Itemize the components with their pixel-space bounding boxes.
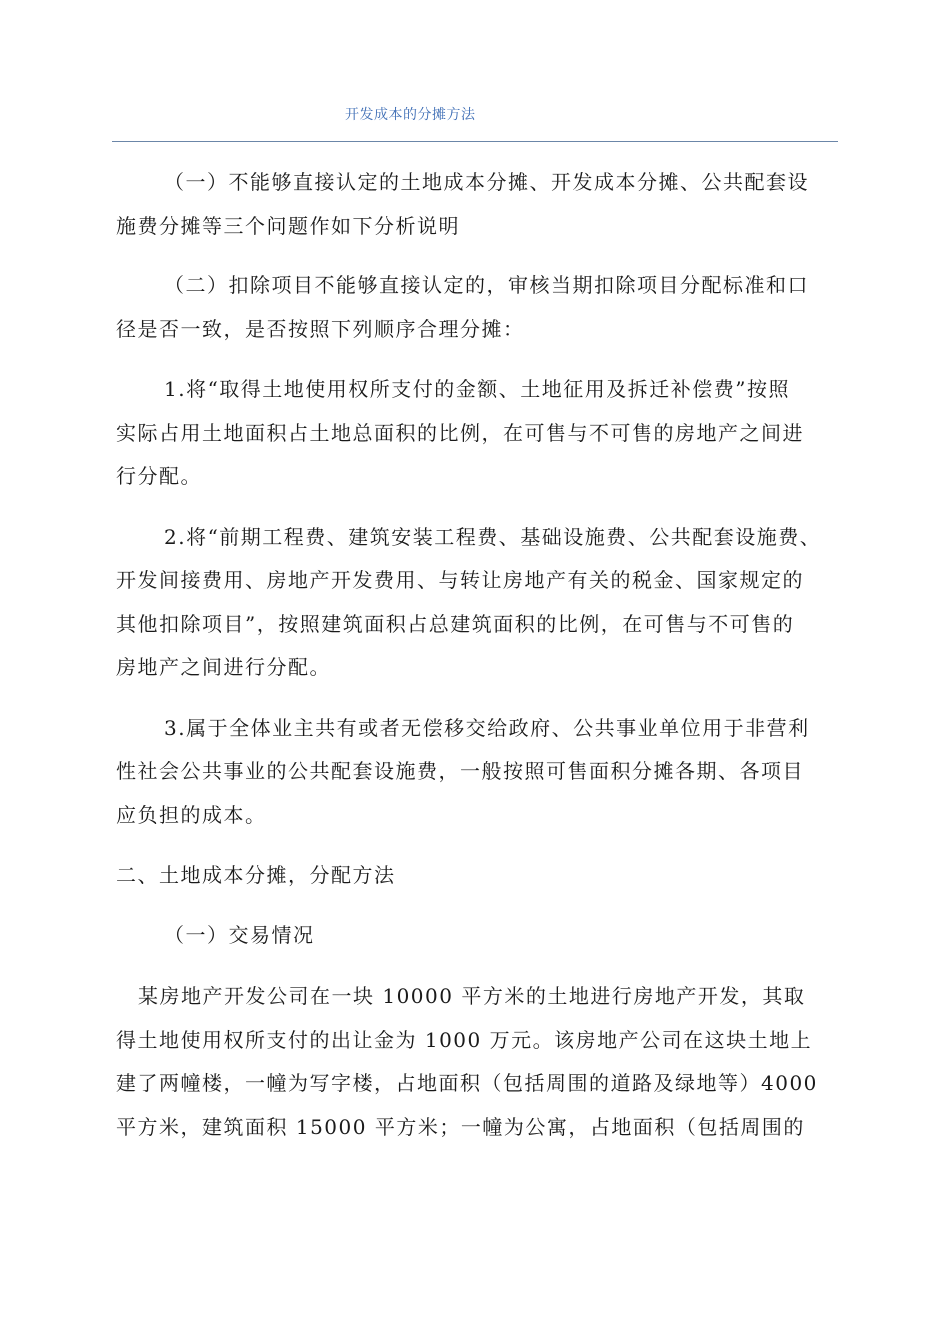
- paragraph-5: [116, 707, 842, 838]
- paragraph-6: [116, 975, 842, 1149]
- text-line: （一）不能够直接认定的土地成本分摊、开发成本分摊、公共配套设: [164, 170, 809, 194]
- header-divider: [112, 141, 838, 142]
- document-body: [116, 161, 842, 1149]
- text-line: 二、土地成本分摊，分配方法: [116, 863, 396, 887]
- text-line: 性社会公共事业的公共配套设施费，一般按照可售面积分摊各期、各项目: [116, 759, 804, 783]
- text-line: （一）交易情况: [164, 922, 315, 947]
- text-line: （二）扣除项目不能够直接认定的，审核当期扣除项目分配标准和口: [164, 273, 809, 297]
- text-line: 径是否一致，是否按照下列顺序合理分摊：: [116, 316, 525, 341]
- text-line: 2.将“前期工程费、建筑安装工程费、基础设施费、公共配套设施费、: [164, 524, 822, 549]
- text-line: 其他扣除项目”，按照建筑面积占总建筑面积的比例，在可售与不可售的: [116, 611, 795, 636]
- paragraph-3: [116, 368, 842, 499]
- text-line: 实际占用土地面积占土地总面积的比例，在可售与不可售的房地产之间进: [116, 420, 804, 445]
- text-line: 3.属于全体业主共有或者无偿移交给政府、公共事业单位用于非营利: [164, 715, 810, 740]
- text-line: 1.将“取得土地使用权所支付的金额、土地征用及拆迁补偿费”按照: [164, 377, 791, 401]
- text-line: 房地产之间进行分配。: [116, 655, 331, 679]
- paragraph-1: [116, 161, 842, 248]
- text-line: 应负担的成本。: [116, 802, 267, 827]
- text-line: 得土地使用权所支付的出让金为 1000 万元。该房地产公司在这块土地上: [116, 1027, 813, 1052]
- text-line: 施费分摊等三个问题作如下分析说明: [116, 213, 460, 238]
- text-line: 建了两幢楼，一幢为写字楼，占地面积（包括周围的道路及绿地等）4000: [116, 1071, 818, 1095]
- text-line: 平方米，建筑面积 15000 平方米；一幢为公寓，占地面积（包括周围的: [116, 1114, 805, 1139]
- text-line: 某房地产开发公司在一块 10000 平方米的土地进行房地产开发，其取: [138, 984, 806, 1008]
- subsection-heading: [116, 914, 842, 958]
- text-line: 开发间接费用、房地产开发费用、与转让房地产有关的税金、国家规定的: [116, 568, 804, 592]
- page-header-title: 开发成本的分摊方法: [345, 107, 476, 123]
- paragraph-4: [116, 516, 842, 690]
- text-line: 行分配。: [116, 464, 202, 488]
- section-heading: [116, 854, 842, 898]
- paragraph-2: [116, 264, 842, 351]
